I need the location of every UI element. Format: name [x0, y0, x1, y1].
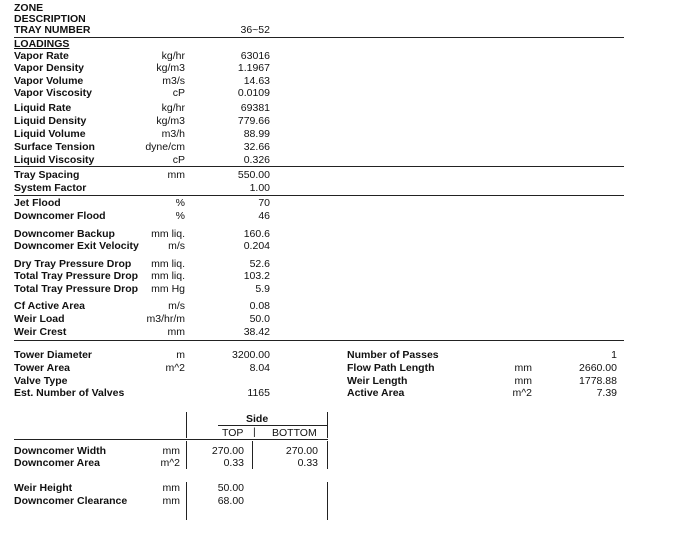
row-value: 69381	[240, 102, 270, 114]
side-row-top: 68.00	[217, 495, 244, 507]
row-label: Downcomer Exit Velocity	[14, 240, 139, 252]
row-label: Liquid Viscosity	[14, 154, 95, 166]
col-separator: |	[253, 426, 256, 438]
tray-number-label: TRAY NUMBER	[14, 24, 91, 36]
row-unit: m	[176, 349, 185, 361]
row-value: 0.326	[243, 154, 270, 166]
row-value: 38.42	[243, 326, 270, 338]
row-label: Liquid Rate	[14, 102, 72, 114]
row-unit: m/s	[168, 240, 185, 252]
row-unit: cP	[172, 87, 185, 99]
right-row-label: Flow Path Length	[347, 362, 435, 374]
divider	[14, 439, 328, 440]
row-value: 8.04	[249, 362, 270, 374]
row-unit: cP	[172, 154, 185, 166]
side-row-bottom: 270.00	[285, 445, 318, 457]
row-value: 46	[258, 210, 270, 222]
side-row-label: Downcomer Clearance	[14, 495, 128, 507]
side-row-top: 270.00	[211, 445, 244, 457]
row-value: 50.0	[249, 313, 270, 325]
row-label: Liquid Density	[14, 115, 87, 127]
row-unit: %	[175, 210, 185, 222]
divider	[186, 482, 187, 520]
row-label: Downcomer Flood	[14, 210, 106, 222]
row-value: 70	[258, 197, 270, 209]
side-title: Side	[246, 413, 269, 425]
loadings-heading: LOADINGS	[14, 38, 70, 50]
side-row-bottom: 0.33	[297, 457, 318, 469]
divider	[218, 425, 328, 426]
divider	[14, 340, 624, 341]
side-row-label: Weir Height	[14, 482, 73, 494]
row-value: 5.9	[255, 283, 270, 295]
side-row-top: 50.00	[217, 482, 244, 494]
row-label: Tower Diameter	[14, 349, 92, 361]
row-value: 63016	[240, 50, 270, 62]
divider	[186, 441, 187, 469]
row-value: 32.66	[243, 141, 270, 153]
right-row-value: 1778.88	[579, 375, 617, 387]
right-row-value: 1	[611, 349, 617, 361]
row-value: 103.2	[243, 270, 270, 282]
row-unit: mm Hg	[151, 283, 185, 295]
row-label: Weir Crest	[14, 326, 67, 338]
row-unit: m3/s	[162, 75, 185, 87]
row-label: Vapor Density	[14, 62, 85, 74]
row-label: Liquid Volume	[14, 128, 86, 140]
divider	[327, 441, 328, 469]
row-unit: %	[175, 197, 185, 209]
side-row-unit: mm	[162, 445, 180, 457]
row-unit: mm	[167, 169, 185, 181]
row-label: Vapor Volume	[14, 75, 84, 87]
row-value: 0.204	[243, 240, 270, 252]
row-value: 0.0109	[237, 87, 270, 99]
tray-number-value: 36~52	[240, 24, 270, 36]
row-label: Jet Flood	[14, 197, 61, 209]
right-row-unit: mm	[514, 375, 532, 387]
divider	[14, 37, 624, 38]
side-row-label: Downcomer Area	[14, 457, 100, 469]
side-row-unit: m^2	[160, 457, 180, 469]
row-unit: dyne/cm	[145, 141, 185, 153]
row-unit: kg/m3	[156, 62, 185, 74]
right-row-unit: mm	[514, 362, 532, 374]
row-value: 0.08	[249, 300, 270, 312]
row-unit: m3/hr/m	[146, 313, 185, 325]
row-value: 1.1967	[237, 62, 270, 74]
row-label: Vapor Viscosity	[14, 87, 93, 99]
row-label: Est. Number of Valves	[14, 387, 125, 399]
row-label: Downcomer Backup	[14, 228, 115, 240]
right-row-label: Weir Length	[347, 375, 408, 387]
row-label: Cf Active Area	[14, 300, 85, 312]
row-value: 88.99	[243, 128, 270, 140]
col-bottom-header: BOTTOM	[272, 427, 317, 439]
row-label: Valve Type	[14, 375, 68, 387]
right-row-value: 2660.00	[579, 362, 617, 374]
zone-label: ZONE	[14, 2, 44, 14]
row-unit: m^2	[165, 362, 185, 374]
row-unit: mm liq.	[151, 258, 185, 270]
divider	[14, 166, 624, 167]
row-label: Tray Spacing	[14, 169, 80, 181]
row-label: Vapor Rate	[14, 50, 69, 62]
row-label: Dry Tray Pressure Drop	[14, 258, 132, 270]
row-value: 779.66	[237, 115, 270, 127]
row-label: Surface Tension	[14, 141, 95, 153]
row-label: Total Tray Pressure Drop	[14, 270, 139, 282]
row-label: Tower Area	[14, 362, 71, 374]
row-unit: mm	[167, 326, 185, 338]
row-unit: mm liq.	[151, 228, 185, 240]
side-row-top: 0.33	[223, 457, 244, 469]
divider	[14, 195, 624, 196]
right-row-label: Number of Passes	[347, 349, 439, 361]
row-label: Weir Load	[14, 313, 65, 325]
row-value: 160.6	[243, 228, 270, 240]
row-label: System Factor	[14, 182, 87, 194]
right-row-label: Active Area	[347, 387, 405, 399]
row-unit: m/s	[168, 300, 185, 312]
row-unit: m3/h	[161, 128, 185, 140]
row-value: 1.00	[249, 182, 270, 194]
divider	[327, 482, 328, 520]
row-unit: kg/hr	[161, 102, 185, 114]
row-value: 14.63	[243, 75, 270, 87]
side-row-label: Downcomer Width	[14, 445, 107, 457]
col-top-header: TOP	[222, 427, 244, 439]
row-value: 52.6	[249, 258, 270, 270]
side-row-unit: mm	[162, 495, 180, 507]
side-row-unit: mm	[162, 482, 180, 494]
row-value: 1165	[247, 387, 270, 399]
row-value: 550.00	[237, 169, 270, 181]
row-unit: kg/m3	[156, 115, 185, 127]
row-label: Total Tray Pressure Drop	[14, 283, 139, 295]
right-row-value: 7.39	[596, 387, 617, 399]
row-unit: mm liq.	[151, 270, 185, 282]
row-unit: kg/hr	[161, 50, 185, 62]
description-label: DESCRIPTION	[14, 13, 86, 25]
row-value: 3200.00	[232, 349, 270, 361]
right-row-unit: m^2	[512, 387, 532, 399]
divider	[252, 441, 253, 469]
divider	[186, 412, 187, 438]
